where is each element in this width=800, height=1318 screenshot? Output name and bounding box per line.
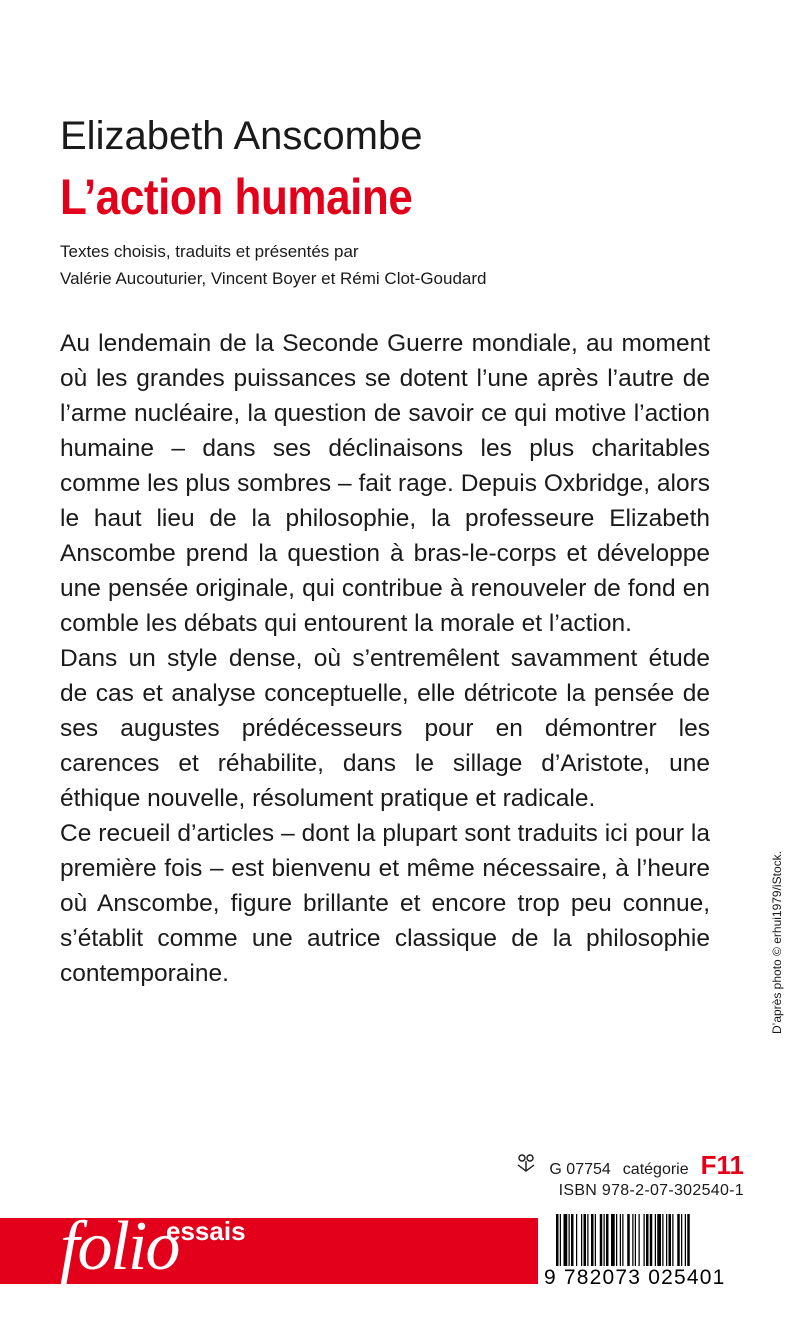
barcode-bar — [611, 1214, 615, 1270]
credits-line-2: Valérie Aucouturier, Vincent Boyer et Rémi Clot-Goudard — [60, 269, 487, 288]
barcode-bar — [635, 1214, 636, 1270]
credits-line-1: Textes choisis, traduits et présentés par — [60, 242, 359, 261]
barcode-bar — [604, 1214, 605, 1270]
barcode-bar — [681, 1214, 682, 1270]
barcode-bar — [639, 1214, 640, 1270]
book-title: L’action humaine — [60, 169, 413, 225]
catalog-meta — [515, 1150, 744, 1200]
blurb-paragraph-3: Ce recueil d’articles – dont la plupart sont traduits ici pour la première fois – est bienvenu et même nécessaire, à l’heure où Anscombe, figure brillante et encore trop peu connue, s’établit comme une autrice classique de la philosophie contemporaine. — [60, 820, 710, 987]
blurb-paragraph-1: Au lendemain de la Seconde Guerre mondiale, au moment où les grandes puissances se dotent l’une après l’autre de l’arme nucléaire, la question de savoir ce qui motive l’action humaine – dans ses déclinaisons les plus charitables comme les plus sombres – fait rage. Depuis Oxbridge, alors le haut lieu de la philosophie, la professeure Elizabeth Anscombe prend la question à bras-le-corps et développe une pensée originale, qui contribue à renouveler de fond en comble les débats qui entourent la morale et l’action. — [60, 330, 710, 637]
barcode-bar — [685, 1214, 686, 1270]
isbn: ISBN 978-2-07-302540-1 — [558, 1182, 744, 1199]
category-code: F11 — [700, 1150, 744, 1180]
photo-credit — [770, 838, 786, 1034]
barcode-bar — [564, 1214, 568, 1270]
barcode-bar — [627, 1214, 630, 1270]
barcode-bar — [687, 1214, 690, 1270]
barcode-bar — [620, 1214, 621, 1270]
barcode-bar — [581, 1214, 582, 1270]
barcode-bar — [556, 1214, 559, 1270]
barcode-bar — [650, 1214, 653, 1270]
credits — [60, 238, 486, 292]
barcode-bar — [646, 1214, 649, 1270]
barcode-bar — [672, 1214, 673, 1270]
barcode-bar — [591, 1214, 594, 1270]
blurb-paragraph-2: Dans un style dense, où s’entremêlent savamment étude de cas et analyse conceptuelle, elle détricote la pensée de ses augustes prédécesseurs pour en démontrer les carences et réhabilite, dans le sillage d’Aristote, une éthique nouvelle, résolument pratique et radicale. — [60, 645, 710, 812]
barcode-bar — [569, 1214, 570, 1270]
barcode-bar — [600, 1214, 603, 1270]
barcode-bar — [576, 1214, 577, 1270]
barcode-bar — [657, 1214, 661, 1270]
photo-credit-text: D’après photo © erhui1979/iStock. — [770, 851, 784, 1034]
blurb — [60, 326, 710, 991]
barcode-bar — [662, 1214, 663, 1270]
barcode-bar — [622, 1214, 623, 1270]
author-name: Elizabeth Anscombe — [60, 114, 423, 158]
barcode-bar — [584, 1214, 587, 1270]
barcode-bar — [666, 1214, 667, 1270]
barcode-bar — [571, 1214, 574, 1270]
barcode-bar — [587, 1214, 588, 1270]
barcode-bar — [669, 1214, 672, 1270]
gallimard-logo-icon — [515, 1152, 537, 1174]
barcode-bar — [677, 1214, 680, 1270]
barcode-bar — [616, 1214, 617, 1270]
barcode-bar — [644, 1214, 645, 1270]
essais-label: essais — [166, 1216, 246, 1246]
barcode-bar — [595, 1214, 596, 1270]
barcode-bar — [606, 1214, 609, 1270]
barcode-bar — [632, 1214, 633, 1270]
barcode-bar — [560, 1214, 561, 1270]
category-label: catégorie — [622, 1161, 689, 1178]
barcode-digits: 9 782073 025401 — [544, 1266, 726, 1289]
barcode-bar — [655, 1214, 656, 1270]
folio-logo: folio — [60, 1208, 179, 1285]
barcode-bars — [548, 1214, 738, 1270]
catalog-code: G 07754 — [549, 1161, 611, 1178]
